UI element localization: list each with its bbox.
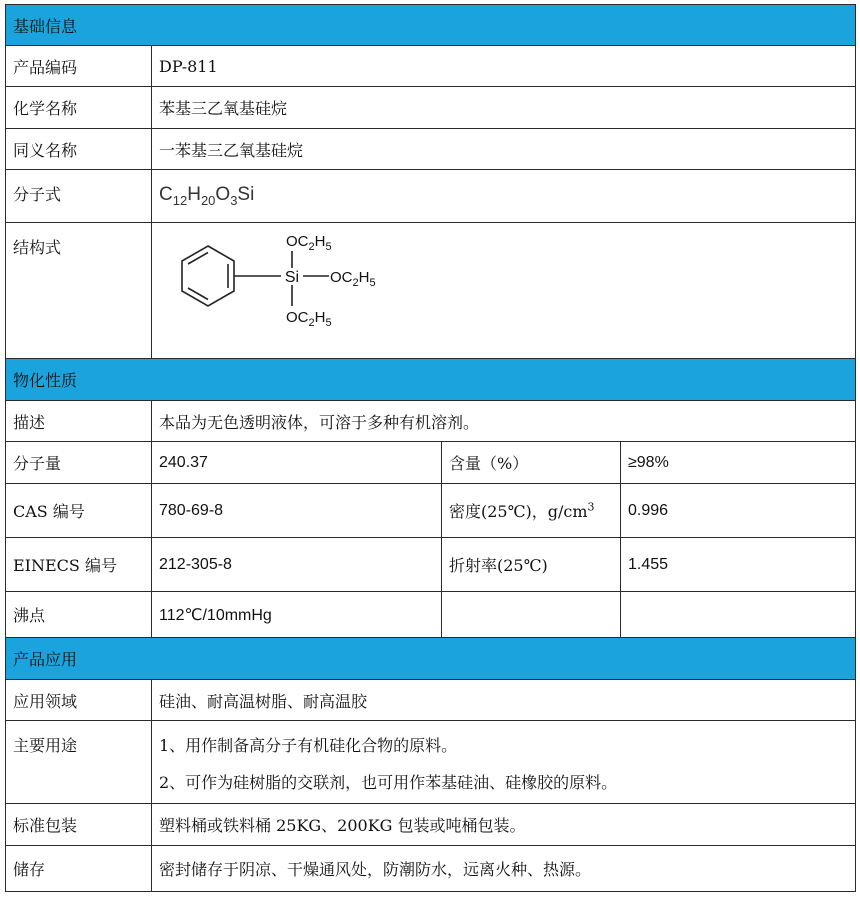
product-spec-table: [5, 4, 856, 892]
refractive-index-value: 1.455: [621, 538, 856, 592]
ethoxy-group-bottom: $OC_2H_5$: [286, 308, 332, 329]
storage-value: 密封储存于阴凉、干燥通风处，防潮防水，远离火种、热源。: [152, 846, 856, 892]
row-packaging: [6, 804, 856, 846]
row-main-uses: [6, 721, 856, 804]
refractive-index-label: 折射率(25℃): [442, 538, 621, 592]
section-title-physical: 物化性质: [6, 359, 856, 401]
empty-cell-1: [442, 592, 621, 638]
einecs-value: 212-305-8: [152, 538, 442, 592]
use-item: 1、用作制备高分子有机硅化合物的原料。: [159, 736, 458, 755]
si-atom-label: Si: [284, 268, 300, 286]
density-label: 密度(25℃)，$g/cm^3$: [442, 484, 621, 538]
product-code-value: DP-811: [152, 46, 856, 87]
section-header-basic: [6, 5, 856, 46]
structure-cell: [152, 223, 856, 359]
main-uses-value: [152, 721, 856, 804]
row-molecular-weight: [6, 442, 856, 484]
main-uses-label: 主要用途: [6, 721, 152, 804]
row-einecs: [6, 538, 856, 592]
boiling-point-label: 沸点: [6, 592, 152, 638]
empty-cell-2: [621, 592, 856, 638]
row-product-code: [6, 46, 856, 87]
row-cas: [6, 484, 856, 538]
molecular-weight-value: 240.37: [152, 442, 442, 484]
application-field-value: 硅油、耐高温树脂、耐高温胶: [152, 680, 856, 721]
row-molecular-formula: [6, 170, 856, 223]
content-label: 含量（%）: [442, 442, 621, 484]
row-structure: [6, 223, 856, 359]
description-value: 本品为无色透明液体，可溶于多种有机溶剂。: [152, 401, 856, 442]
use-item: 2、可作为硅树脂的交联剂，也可用作苯基硅油、硅橡胶的原料。: [159, 773, 618, 792]
row-description: [6, 401, 856, 442]
section-header-application: [6, 638, 856, 680]
section-title-basic: 基础信息: [6, 5, 856, 46]
cas-label: CAS 编号: [6, 484, 152, 538]
density-value: 0.996: [621, 484, 856, 538]
einecs-label: EINECS 编号: [6, 538, 152, 592]
molecular-formula: $C_{12}H_{20}O_3Si$: [159, 184, 255, 208]
application-field-label: 应用领域: [6, 680, 152, 721]
product-code-label: 产品编码: [6, 46, 152, 87]
row-boiling-point: [6, 592, 856, 638]
molecular-weight-label: 分子量: [6, 442, 152, 484]
synonym-label: 同义名称: [6, 129, 152, 170]
row-chemical-name: [6, 87, 856, 129]
section-header-physical: [6, 359, 856, 401]
content-value: ≥98%: [621, 442, 856, 484]
benzene-ring: [182, 246, 234, 306]
chemical-name-value: 苯基三乙氧基硅烷: [152, 87, 856, 129]
ethoxy-group-top: $OC_2H_5$: [286, 232, 332, 253]
packaging-label: 标准包装: [6, 804, 152, 846]
row-synonym: [6, 129, 856, 170]
boiling-point-value: 112℃/10mmHg: [152, 592, 442, 638]
structure-label: 结构式: [6, 223, 152, 359]
ethoxy-group-right: $OC_2H_5$: [330, 268, 376, 289]
storage-label: 储存: [6, 846, 152, 892]
cas-value: 780-69-8: [152, 484, 442, 538]
section-title-application: 产品应用: [6, 638, 856, 680]
row-application-field: [6, 680, 856, 721]
molecular-formula-value: [152, 170, 856, 223]
row-storage: [6, 846, 856, 892]
packaging-value: 塑料桶或铁料桶 25KG、200KG 包装或吨桶包装。: [152, 804, 856, 846]
description-label: 描述: [6, 401, 152, 442]
chemical-name-label: 化学名称: [6, 87, 152, 129]
structural-formula-diagram: [152, 224, 412, 358]
molecular-formula-label: 分子式: [6, 170, 152, 223]
synonym-value: 一苯基三乙氧基硅烷: [152, 129, 856, 170]
